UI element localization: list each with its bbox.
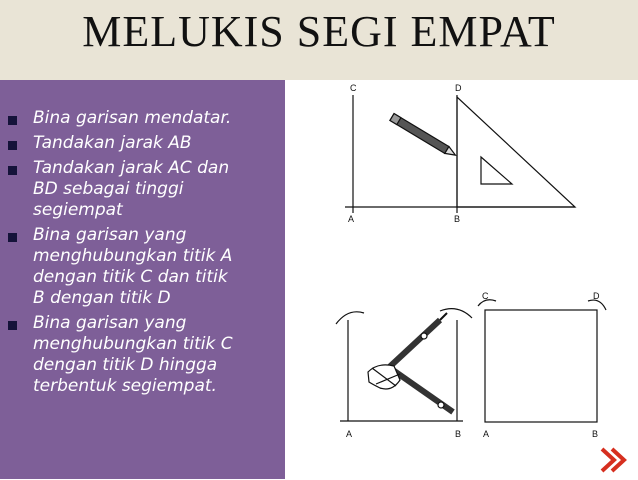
- set-square-figure: [345, 95, 575, 213]
- set-square-icon: [457, 97, 575, 207]
- label-c: C: [482, 291, 489, 301]
- instruction-text: Bina garisan yang menghubungkan titik C dengan titik D hingga terbentuk segiempat.: [33, 313, 233, 396]
- label-b: B: [454, 214, 461, 224]
- label-d: D: [455, 83, 462, 93]
- arc-d: [588, 300, 606, 310]
- chevron-right-icon: [596, 445, 632, 475]
- compass-icon: [384, 313, 453, 412]
- arc-c: [336, 312, 364, 324]
- label-d: D: [593, 291, 600, 301]
- compass-figure: [336, 309, 472, 421]
- completed-rectangle: [485, 310, 597, 422]
- label-c: C: [350, 83, 357, 93]
- next-slide-button[interactable]: [596, 445, 632, 475]
- set-square-hole: [481, 157, 512, 184]
- instruction-text: Bina garisan yang menghubungkan titik A dengan titik C dan titik B dengan titik D: [33, 225, 233, 308]
- instruction-text: Tandakan jarak AB: [33, 133, 192, 153]
- slide-title: MELUKIS SEGI EMPAT: [82, 7, 556, 56]
- label-a: A: [346, 429, 353, 439]
- instruction-text: Tandakan jarak AC dan BD sebagai tinggi segiempat: [33, 158, 230, 220]
- instruction-text: Bina garisan mendatar.: [33, 108, 232, 128]
- label-b: B: [592, 429, 599, 439]
- pencil-icon: [390, 114, 458, 159]
- label-a: A: [348, 214, 355, 224]
- label-a: A: [483, 429, 490, 439]
- label-b: B: [455, 429, 462, 439]
- rectangle-figure: [478, 300, 606, 422]
